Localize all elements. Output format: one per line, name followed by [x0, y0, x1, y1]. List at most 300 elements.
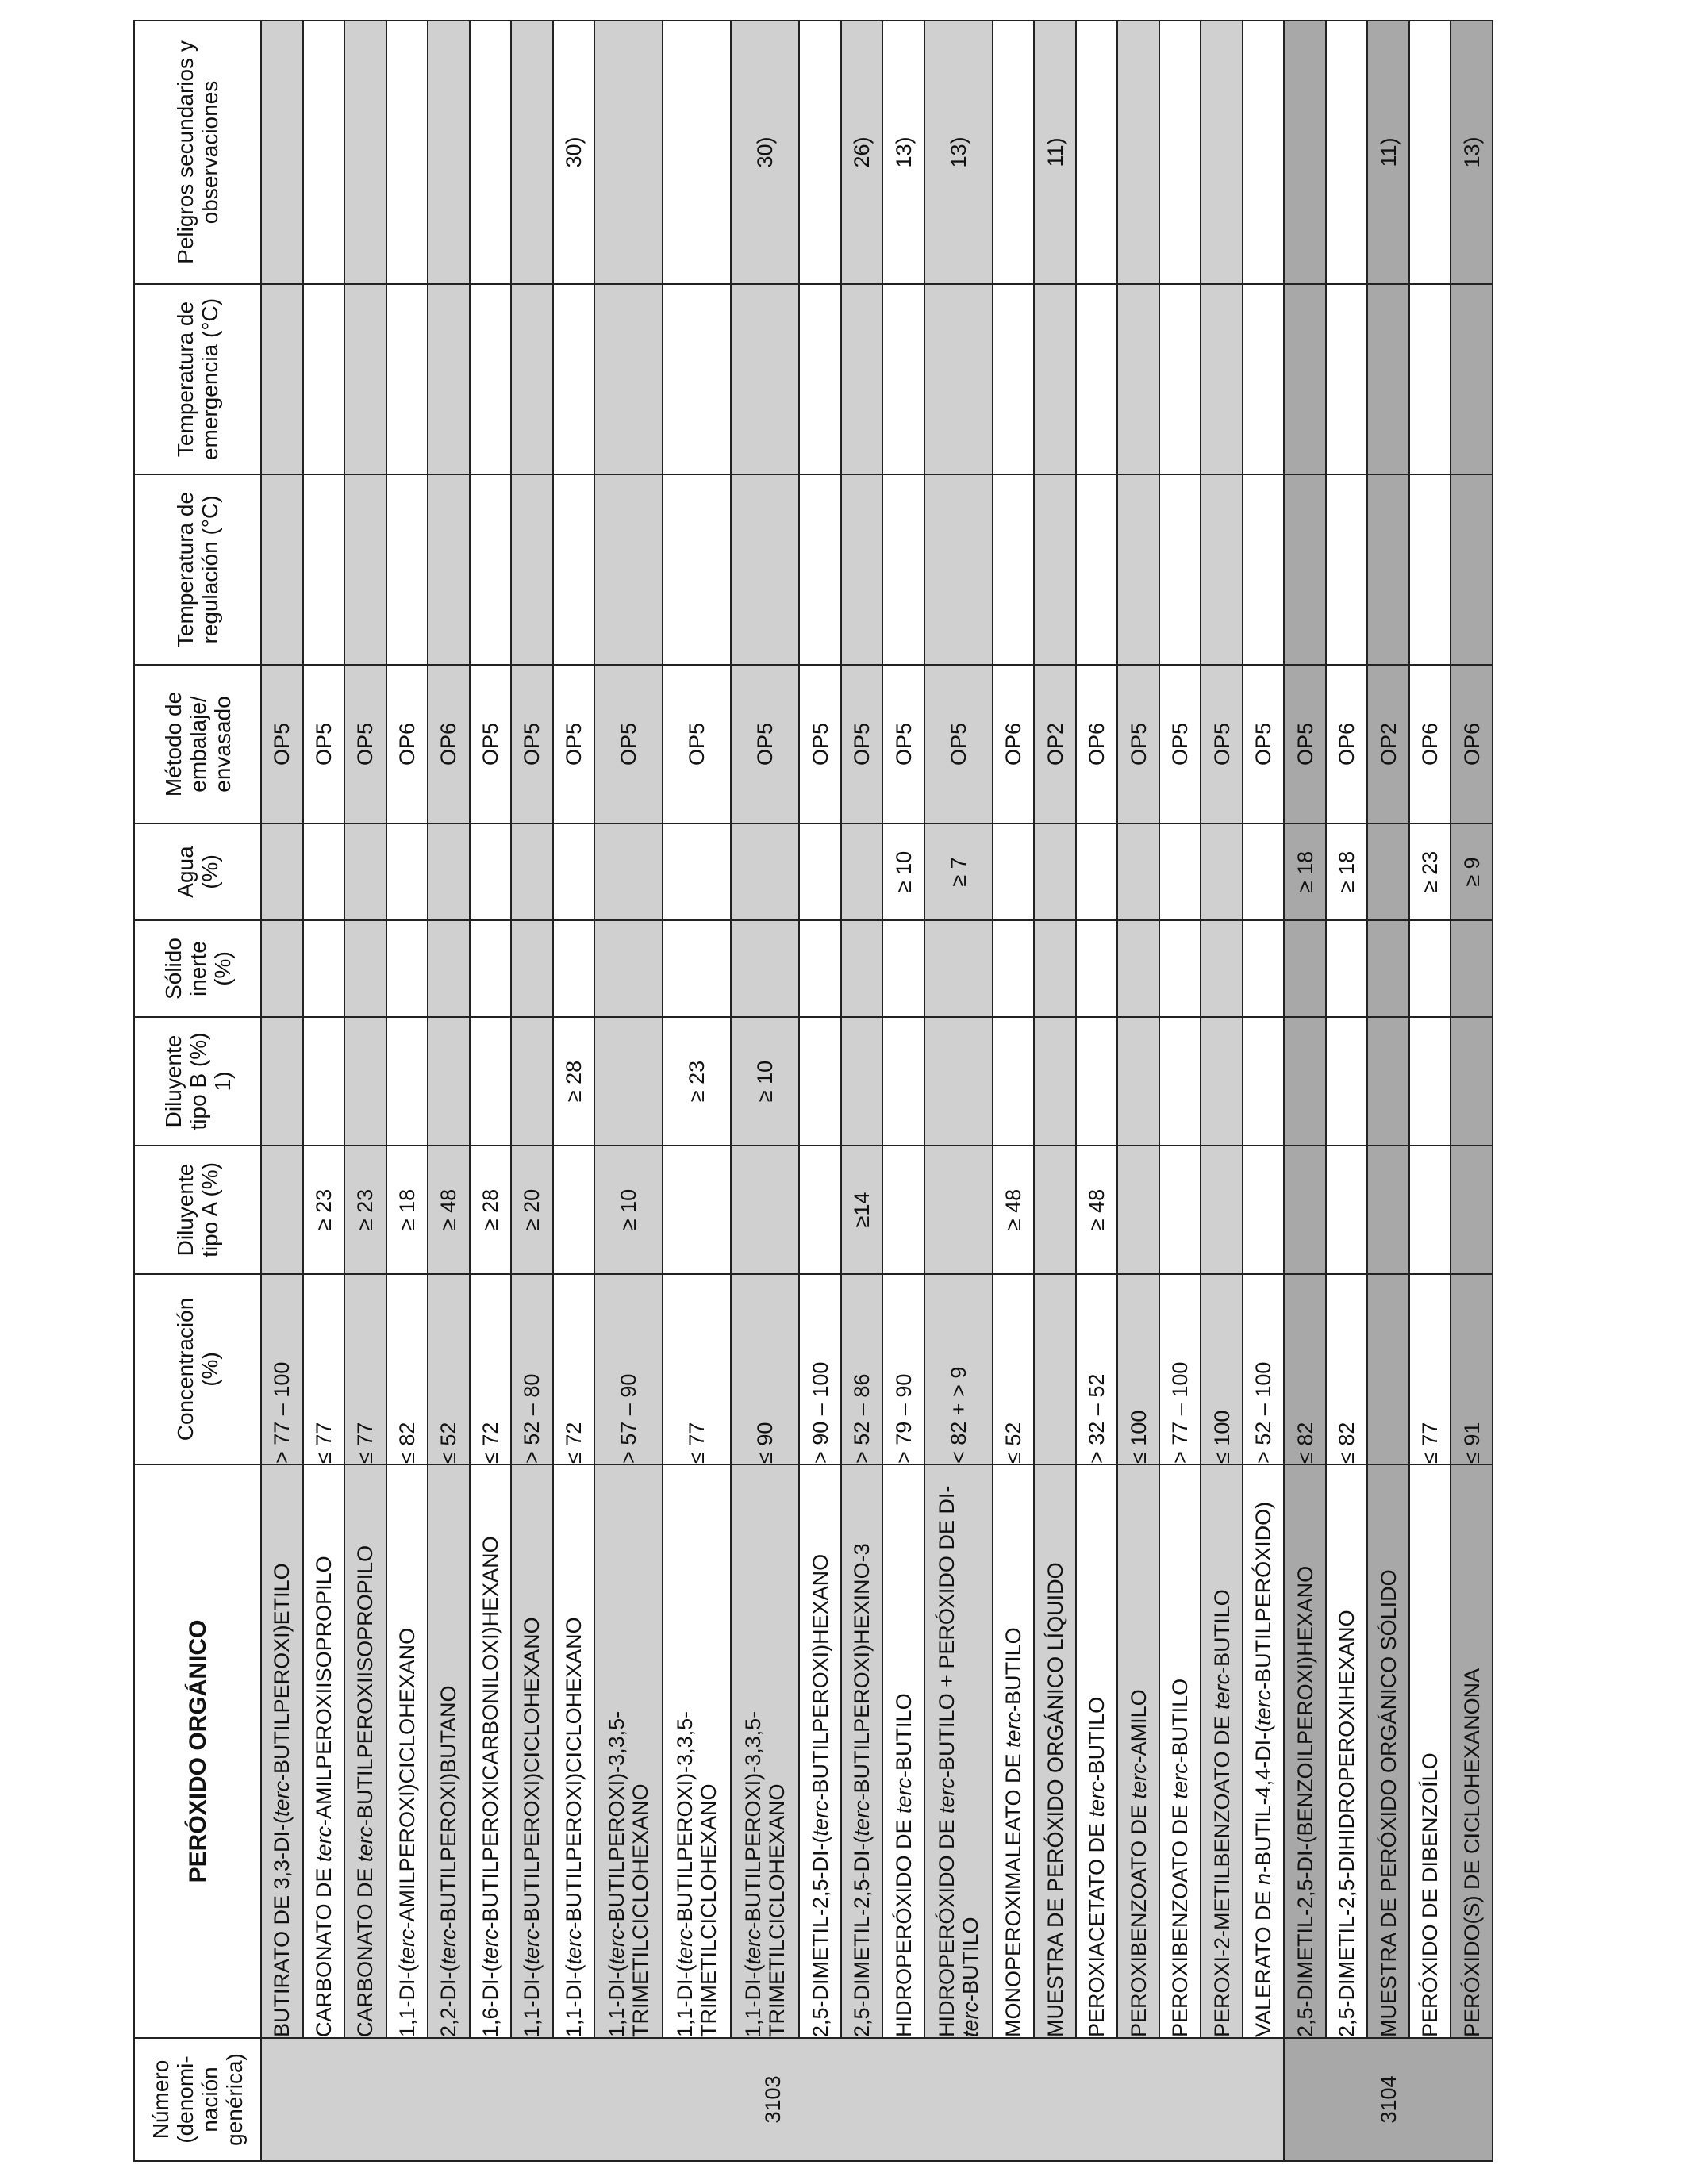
water-cell: ≥ 23 [1409, 823, 1451, 920]
concentration-cell: > 52 – 86 [841, 1274, 883, 1464]
remarks-cell: 26) [841, 21, 883, 284]
table-header [134, 21, 261, 2161]
inert-solid-cell [841, 920, 883, 1017]
diluent-b-cell [841, 1017, 883, 1146]
diluent-b-cell [428, 1017, 470, 1146]
inert-solid-cell [1034, 920, 1076, 1017]
control-temp-cell [799, 474, 841, 665]
diluent-a-cell: ≥ 48 [993, 1146, 1035, 1274]
emergency-temp-cell [386, 284, 428, 474]
diluent-b-cell [1367, 1017, 1409, 1146]
remarks-cell [511, 21, 553, 284]
packing-method-cell: OP6 [1409, 665, 1451, 823]
remarks-cell: 30) [553, 21, 595, 284]
diluent-b-cell [1201, 1017, 1243, 1146]
water-cell [594, 823, 663, 920]
packing-method-cell: OP6 [1326, 665, 1368, 823]
remarks-cell: 30) [731, 21, 799, 284]
peroxide-name: PEROXI-2-METILBENZOATO DE terc-BUTILO [1201, 1464, 1243, 2038]
emergency-temp-cell [303, 284, 345, 474]
peroxide-name: PEROXIBENZOATO DE terc-BUTILO [1159, 1464, 1201, 2038]
inert-solid-cell [386, 920, 428, 1017]
concentration-cell [1367, 1274, 1409, 1464]
diluent-b-cell [1117, 1017, 1159, 1146]
packing-method-cell: OP5 [1243, 665, 1285, 823]
diluent-a-cell [731, 1146, 799, 1274]
concentration-cell: > 52 – 100 [1243, 1274, 1285, 1464]
emergency-temp-cell [882, 284, 924, 474]
control-temp-cell [1451, 474, 1493, 665]
water-cell [1367, 823, 1409, 920]
peroxide-name: 1,1-DI-(terc-AMILPEROXI)CICLOHEXANO [386, 1464, 428, 2038]
diluent-a-cell: ≥ 48 [428, 1146, 470, 1274]
diluent-b-cell [1451, 1017, 1493, 1146]
peroxide-name: CARBONATO DE terc-BUTILPEROXIISOPROPILO [344, 1464, 386, 2038]
table-row [1409, 21, 1451, 2161]
peroxide-name: HIDROPERÓXIDO DE terc-BUTILO + PERÓXIDO DE DI-terc-BUTILO [924, 1464, 993, 2038]
packing-method-cell: OP5 [303, 665, 345, 823]
emergency-temp-cell [1034, 284, 1076, 474]
peroxide-name: MONOPEROXIMALEATO DE terc-BUTILO [993, 1464, 1035, 2038]
packing-method-cell: OP5 [663, 665, 731, 823]
packing-method-cell: OP5 [511, 665, 553, 823]
diluent-a-cell [1409, 1146, 1451, 1274]
peroxide-name: PEROXIACETATO DE terc-BUTILO [1076, 1464, 1118, 2038]
header-numero: Número (denomi-nación genérica) [134, 2038, 261, 2161]
inert-solid-cell [470, 920, 512, 1017]
peroxide-name: PEROXIBENZOATO DE terc-AMILO [1117, 1464, 1159, 2038]
concentration-cell: ≤ 91 [1451, 1274, 1493, 1464]
packing-method-cell: OP5 [594, 665, 663, 823]
water-cell [1243, 823, 1285, 920]
remarks-cell [594, 21, 663, 284]
inert-solid-cell [1451, 920, 1493, 1017]
diluent-b-cell [1034, 1017, 1076, 1146]
inert-solid-cell [511, 920, 553, 1017]
concentration-cell: ≤ 90 [731, 1274, 799, 1464]
table-row [594, 21, 663, 2161]
inert-solid-cell [1201, 920, 1243, 1017]
inert-solid-cell [1326, 920, 1368, 1017]
water-cell [993, 823, 1035, 920]
concentration-cell: > 57 – 90 [594, 1274, 663, 1464]
peroxide-name: 1,6-DI-(terc-BUTILPEROXICARBONILOXI)HEXANO [470, 1464, 512, 2038]
peroxide-name: PERÓXIDO(S) DE CICLOHEXANONA [1451, 1464, 1493, 2038]
peroxide-name: HIDROPERÓXIDO DE terc-BUTILO [882, 1464, 924, 2038]
peroxide-name: 2,5-DIMETIL-2,5-DIHIDROPEROXIHEXANO [1326, 1464, 1368, 2038]
diluent-b-cell [344, 1017, 386, 1146]
table-row [261, 21, 303, 2161]
inert-solid-cell [594, 920, 663, 1017]
diluent-a-cell [1034, 1146, 1076, 1274]
emergency-temp-cell [799, 284, 841, 474]
water-cell: ≥ 18 [1284, 823, 1326, 920]
table-row [1284, 21, 1326, 2161]
concentration-cell: ≤ 77 [663, 1274, 731, 1464]
control-temp-cell [594, 474, 663, 665]
remarks-cell [799, 21, 841, 284]
header-agua: Agua (%) [134, 823, 261, 920]
emergency-temp-cell [1243, 284, 1285, 474]
inert-solid-cell [663, 920, 731, 1017]
control-temp-cell [1243, 474, 1285, 665]
peroxide-name: 2,2-DI-(terc-BUTILPEROXI)BUTANO [428, 1464, 470, 2038]
concentration-cell: > 77 – 100 [1159, 1274, 1201, 1464]
emergency-temp-cell [731, 284, 799, 474]
inert-solid-cell [799, 920, 841, 1017]
packing-method-cell: OP5 [1284, 665, 1326, 823]
remarks-cell [1284, 21, 1326, 284]
concentration-cell: ≤ 82 [1326, 1274, 1368, 1464]
diluent-a-cell: ≥14 [841, 1146, 883, 1274]
table-row [511, 21, 553, 2161]
diluent-b-cell [1159, 1017, 1201, 1146]
water-cell [470, 823, 512, 920]
diluent-a-cell [1117, 1146, 1159, 1274]
diluent-a-cell [1243, 1146, 1285, 1274]
inert-solid-cell [261, 920, 303, 1017]
control-temp-cell [386, 474, 428, 665]
inert-solid-cell [1284, 920, 1326, 1017]
control-temp-cell [1367, 474, 1409, 665]
packing-method-cell: OP5 [261, 665, 303, 823]
diluent-a-cell: ≥ 28 [470, 1146, 512, 1274]
table-row [1326, 21, 1368, 2161]
peroxide-name: VALERATO DE n-BUTIL-4,4-DI-(terc-BUTILPERÓXIDO) [1243, 1464, 1285, 2038]
emergency-temp-cell [594, 284, 663, 474]
control-temp-cell [303, 474, 345, 665]
control-temp-cell [993, 474, 1035, 665]
emergency-temp-cell [470, 284, 512, 474]
table-row [731, 21, 799, 2161]
concentration-cell: > 90 – 100 [799, 1274, 841, 1464]
diluent-a-cell [924, 1146, 993, 1274]
remarks-cell [1326, 21, 1368, 284]
inert-solid-cell [1367, 920, 1409, 1017]
table-row [1034, 21, 1076, 2161]
packing-method-cell: OP5 [924, 665, 993, 823]
diluent-a-cell [1451, 1146, 1493, 1274]
concentration-cell: > 79 – 90 [882, 1274, 924, 1464]
control-temp-cell [663, 474, 731, 665]
water-cell [1034, 823, 1076, 920]
emergency-temp-cell [1159, 284, 1201, 474]
packing-method-cell: OP6 [993, 665, 1035, 823]
concentration-cell: ≤ 77 [1409, 1274, 1451, 1464]
packing-method-cell: OP6 [1076, 665, 1118, 823]
packing-method-cell: OP2 [1034, 665, 1076, 823]
emergency-temp-cell [1284, 284, 1326, 474]
concentration-cell: ≤ 52 [993, 1274, 1035, 1464]
emergency-temp-cell [344, 284, 386, 474]
table-row [1201, 21, 1243, 2161]
table-row [841, 21, 883, 2161]
inert-solid-cell [1117, 920, 1159, 1017]
remarks-cell [386, 21, 428, 284]
water-cell [511, 823, 553, 920]
diluent-a-cell [1326, 1146, 1368, 1274]
table-row [924, 21, 993, 2161]
diluent-a-cell [663, 1146, 731, 1274]
packing-method-cell: OP5 [470, 665, 512, 823]
diluent-b-cell [1326, 1017, 1368, 1146]
header-temp-emergencia: Temperatura de emergencia (°C) [134, 284, 261, 474]
water-cell: ≥ 10 [882, 823, 924, 920]
table-row [882, 21, 924, 2161]
organic-peroxides-table [133, 20, 1493, 2162]
packing-method-cell: OP6 [386, 665, 428, 823]
water-cell [1159, 823, 1201, 920]
water-cell [1076, 823, 1118, 920]
control-temp-cell [428, 474, 470, 665]
water-cell [731, 823, 799, 920]
concentration-cell: ≤ 100 [1117, 1274, 1159, 1464]
concentration-cell: ≤ 72 [470, 1274, 512, 1464]
remarks-cell: 11) [1034, 21, 1076, 284]
packing-method-cell: OP5 [731, 665, 799, 823]
water-cell [799, 823, 841, 920]
diluent-a-cell [1284, 1146, 1326, 1274]
inert-solid-cell [553, 920, 595, 1017]
table-row [386, 21, 428, 2161]
water-cell [303, 823, 345, 920]
diluent-b-cell [993, 1017, 1035, 1146]
emergency-temp-cell [1076, 284, 1118, 474]
inert-solid-cell [344, 920, 386, 1017]
remarks-cell: 13) [924, 21, 993, 284]
inert-solid-cell [993, 920, 1035, 1017]
control-temp-cell [1284, 474, 1326, 665]
diluent-a-cell: ≥ 48 [1076, 1146, 1118, 1274]
table-row [470, 21, 512, 2161]
control-temp-cell [841, 474, 883, 665]
table-row [428, 21, 470, 2161]
emergency-temp-cell [511, 284, 553, 474]
remarks-cell: 13) [882, 21, 924, 284]
diluent-b-cell [1076, 1017, 1118, 1146]
packing-method-cell: OP5 [882, 665, 924, 823]
header-diluyente-a: Diluyente tipo A (%) [134, 1146, 261, 1274]
diluent-b-cell [799, 1017, 841, 1146]
control-temp-cell [882, 474, 924, 665]
water-cell: ≥ 7 [924, 823, 993, 920]
table-row [303, 21, 345, 2161]
emergency-temp-cell [1117, 284, 1159, 474]
inert-solid-cell [1159, 920, 1201, 1017]
diluent-a-cell: ≥ 20 [511, 1146, 553, 1274]
diluent-a-cell [799, 1146, 841, 1274]
diluent-a-cell [882, 1146, 924, 1274]
peroxide-name: MUESTRA DE PERÓXIDO ORGÁNICO SÓLIDO [1367, 1464, 1409, 2038]
water-cell [1117, 823, 1159, 920]
control-temp-cell [1159, 474, 1201, 665]
water-cell [841, 823, 883, 920]
remarks-cell [1117, 21, 1159, 284]
diluent-a-cell [1367, 1146, 1409, 1274]
table-row [663, 21, 731, 2161]
water-cell [428, 823, 470, 920]
remarks-cell [663, 21, 731, 284]
concentration-cell [1034, 1274, 1076, 1464]
table-row [1076, 21, 1118, 2161]
packing-method-cell: OP6 [1451, 665, 1493, 823]
water-cell [386, 823, 428, 920]
inert-solid-cell [428, 920, 470, 1017]
peroxide-name: 1,1-DI-(terc-BUTILPEROXI)-3,3,5-TRIMETILCICLOHEXANO [663, 1464, 731, 2038]
peroxide-name: CARBONATO DE terc-AMILPEROXIISOPROPILO [303, 1464, 345, 2038]
concentration-cell: ≤ 77 [344, 1274, 386, 1464]
concentration-cell: ≤ 82 [386, 1274, 428, 1464]
diluent-b-cell [303, 1017, 345, 1146]
peroxide-name: 1,1-DI-(terc-BUTILPEROXI)CICLOHEXANO [553, 1464, 595, 2038]
concentration-cell: ≤ 82 [1284, 1274, 1326, 1464]
inert-solid-cell [924, 920, 993, 1017]
packing-method-cell: OP6 [428, 665, 470, 823]
diluent-b-cell: ≥ 10 [731, 1017, 799, 1146]
diluent-b-cell [594, 1017, 663, 1146]
control-temp-cell [731, 474, 799, 665]
water-cell [1201, 823, 1243, 920]
diluent-a-cell: ≥ 10 [594, 1146, 663, 1274]
control-temp-cell [344, 474, 386, 665]
emergency-temp-cell [1326, 284, 1368, 474]
inert-solid-cell [303, 920, 345, 1017]
water-cell [663, 823, 731, 920]
control-temp-cell [261, 474, 303, 665]
emergency-temp-cell [553, 284, 595, 474]
diluent-b-cell [261, 1017, 303, 1146]
table-row [1451, 21, 1493, 2161]
concentration-cell: ≤ 100 [1201, 1274, 1243, 1464]
concentration-cell: > 52 – 80 [511, 1274, 553, 1464]
inert-solid-cell [1243, 920, 1285, 1017]
diluent-b-cell [386, 1017, 428, 1146]
diluent-a-cell [1159, 1146, 1201, 1274]
emergency-temp-cell [1201, 284, 1243, 474]
emergency-temp-cell [1409, 284, 1451, 474]
remarks-cell: 11) [1367, 21, 1409, 284]
water-cell [553, 823, 595, 920]
packing-method-cell: OP5 [1159, 665, 1201, 823]
header-peligros: Peligros secundarios y observaciones [134, 21, 261, 284]
diluent-b-cell [1409, 1017, 1451, 1146]
diluent-b-cell [924, 1017, 993, 1146]
header-diluyente-b: Diluyente tipo B (%) 1) [134, 1017, 261, 1146]
remarks-cell [1076, 21, 1118, 284]
remarks-cell [1409, 21, 1451, 284]
remarks-cell [470, 21, 512, 284]
diluent-b-cell [882, 1017, 924, 1146]
packing-method-cell: OP2 [1367, 665, 1409, 823]
table-row [553, 21, 595, 2161]
peroxide-name: 1,1-DI-(terc-BUTILPEROXI)-3,3,5-TRIMETILCICLOHEXANO [594, 1464, 663, 2038]
remarks-cell [428, 21, 470, 284]
peroxide-name: PERÓXIDO DE DIBENZOÍLO [1409, 1464, 1451, 2038]
remarks-cell [1159, 21, 1201, 284]
concentration-cell: > 32 – 52 [1076, 1274, 1118, 1464]
control-temp-cell [1076, 474, 1118, 665]
packing-method-cell: OP5 [553, 665, 595, 823]
table-row [1159, 21, 1201, 2161]
peroxide-name: 2,5-DIMETIL-2,5-DI-(BENZOILPEROXI)HEXANO [1284, 1464, 1326, 2038]
table-row [344, 21, 386, 2161]
diluent-b-cell [470, 1017, 512, 1146]
packing-method-cell: OP5 [344, 665, 386, 823]
remarks-cell [261, 21, 303, 284]
emergency-temp-cell [663, 284, 731, 474]
concentration-cell: ≤ 77 [303, 1274, 345, 1464]
water-cell [261, 823, 303, 920]
table-row [1367, 21, 1409, 2161]
remarks-cell [993, 21, 1035, 284]
diluent-a-cell [261, 1146, 303, 1274]
table-row [993, 21, 1035, 2161]
emergency-temp-cell [1451, 284, 1493, 474]
control-temp-cell [1034, 474, 1076, 665]
diluent-a-cell: ≥ 18 [386, 1146, 428, 1274]
packing-method-cell: OP5 [1117, 665, 1159, 823]
concentration-cell: ≤ 52 [428, 1274, 470, 1464]
remarks-cell [303, 21, 345, 284]
concentration-cell: ≤ 72 [553, 1274, 595, 1464]
emergency-temp-cell [924, 284, 993, 474]
control-temp-cell [553, 474, 595, 665]
diluent-a-cell: ≥ 23 [303, 1146, 345, 1274]
table-row [1243, 21, 1285, 2161]
emergency-temp-cell [428, 284, 470, 474]
water-cell [344, 823, 386, 920]
remarks-cell [1201, 21, 1243, 284]
concentration-cell: < 82 + > 9 [924, 1274, 993, 1464]
header-solido: Sólido inerte (%) [134, 920, 261, 1017]
control-temp-cell [1326, 474, 1368, 665]
diluent-b-cell [511, 1017, 553, 1146]
header-peroxido: PERÓXIDO ORGÁNICO [134, 1464, 261, 2038]
packing-method-cell: OP5 [841, 665, 883, 823]
diluent-b-cell: ≥ 28 [553, 1017, 595, 1146]
table-row [1117, 21, 1159, 2161]
control-temp-cell [1117, 474, 1159, 665]
diluent-b-cell [1243, 1017, 1285, 1146]
diluent-a-cell [553, 1146, 595, 1274]
inert-solid-cell [1076, 920, 1118, 1017]
diluent-a-cell [1201, 1146, 1243, 1274]
packing-method-cell: OP5 [799, 665, 841, 823]
remarks-cell: 13) [1451, 21, 1493, 284]
table-body [261, 21, 1493, 2161]
control-temp-cell [470, 474, 512, 665]
header-metodo: Método de embalaje/ envasado [134, 665, 261, 823]
diluent-b-cell: ≥ 23 [663, 1017, 731, 1146]
peroxide-name: 1,1-DI-(terc-BUTILPEROXI)-3,3,5-TRIMETILCICLOHEXANO [731, 1464, 799, 2038]
peroxide-name: 1,1-DI-(terc-BUTILPEROXI)CICLOHEXANO [511, 1464, 553, 2038]
un-number: 3104 [1284, 2038, 1493, 2161]
water-cell: ≥ 18 [1326, 823, 1368, 920]
control-temp-cell [1409, 474, 1451, 665]
emergency-temp-cell [993, 284, 1035, 474]
table-row [799, 21, 841, 2161]
packing-method-cell: OP5 [1201, 665, 1243, 823]
remarks-cell [344, 21, 386, 284]
control-temp-cell [924, 474, 993, 665]
peroxide-name: 2,5-DIMETIL-2,5-DI-(terc-BUTILPEROXI)HEXANO [799, 1464, 841, 2038]
inert-solid-cell [731, 920, 799, 1017]
water-cell: ≥ 9 [1451, 823, 1493, 920]
inert-solid-cell [882, 920, 924, 1017]
emergency-temp-cell [261, 284, 303, 474]
concentration-cell: > 77 – 100 [261, 1274, 303, 1464]
peroxide-name: MUESTRA DE PERÓXIDO ORGÁNICO LÍQUIDO [1034, 1464, 1076, 2038]
